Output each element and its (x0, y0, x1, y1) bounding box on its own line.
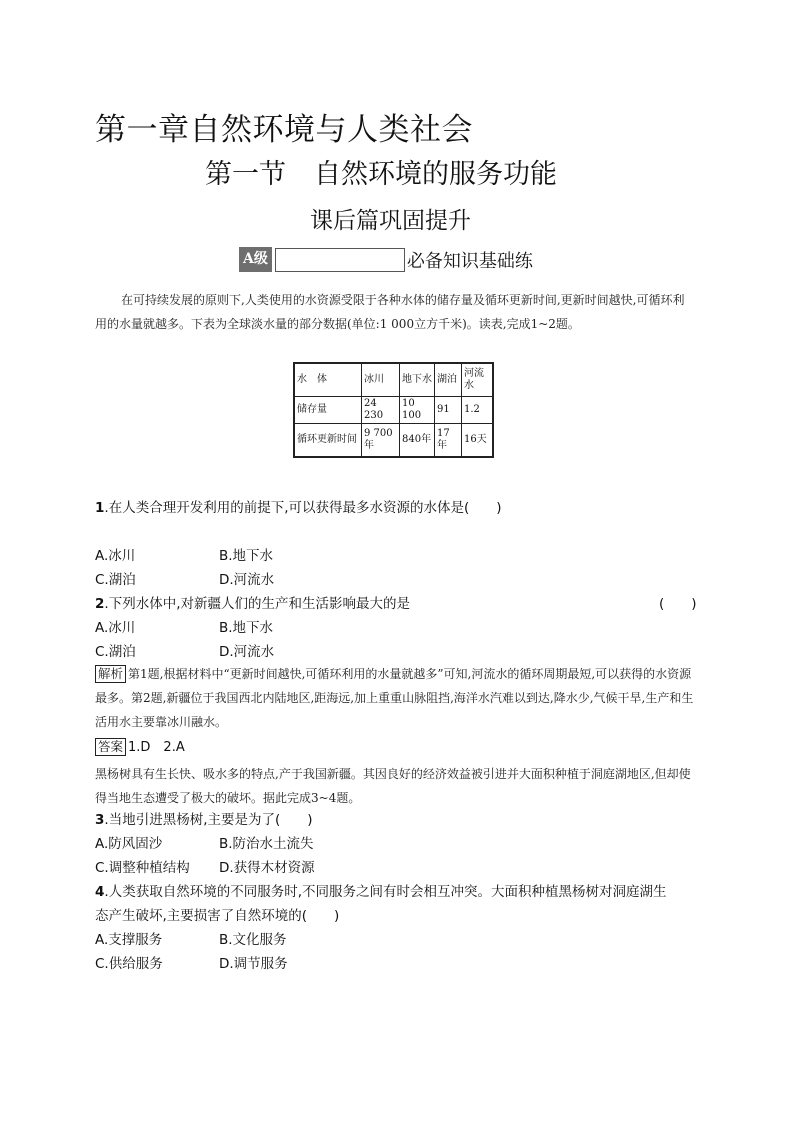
table-cell: 24 230 (362, 397, 400, 424)
question-number: 4 (95, 884, 105, 900)
analysis-text: 第1题,根据材料中“更新时间越快,可循环利用的水量就越多”可知,河流水的循环周期最短,可以获得的水资源最多。第2题,新疆位于我国西北内陆地区,距海远,加上重重山脉阻挡,海洋水汽难以到达,降水少,气候干旱,生产和生活用水主要靠冰川融水。 (95, 667, 694, 729)
question-2 (95, 592, 410, 616)
option-3a: A.防风固沙 (95, 836, 163, 852)
section-name: 自然环境的服务功能 (314, 159, 557, 190)
table-cell: 17年 (435, 424, 462, 458)
section-title (205, 152, 557, 191)
question-number: 3 (95, 812, 105, 828)
level-header (239, 246, 533, 274)
question-text: .当地引进黑杨树,主要是为了( ) (104, 812, 313, 828)
freshwater-table (293, 362, 494, 458)
option-1a: A.冰川 (95, 548, 136, 564)
question-text-line-1: .人类获取自然环境的不同服务时,不同服务之间有时会相互冲突。大面积种植黑杨树对洞庭湖生 (104, 884, 667, 900)
material-intro-1: 在可持续发展的原则下,人类使用的水资源受限于各种水体的储存量及循环更新时间,更新时间越快,可循环利用的水量就越多。下表为全球淡水量的部分数据(单位:1 000立方千米)。读表,完成1~2题。 (95, 293, 685, 331)
question-number: 1 (95, 500, 105, 516)
analysis-block (95, 662, 700, 734)
option-4b: B.文化服务 (219, 932, 287, 948)
option-3b: B.防治水土流失 (219, 836, 314, 852)
chapter-title: 第一章自然环境与人类社会 (95, 112, 473, 148)
answer-text: 1.D 2.A (128, 740, 185, 755)
option-2b: B.地下水 (219, 620, 274, 636)
table-cell: 840年 (400, 424, 435, 458)
level-title: 必备知识基础练 (406, 251, 533, 272)
option-2d: D.河流水 (219, 644, 275, 660)
table-cell: 9 700年 (362, 424, 400, 458)
table-cell: 水 体 (294, 363, 362, 397)
option-1b: B.地下水 (219, 548, 274, 564)
question-3 (95, 808, 313, 832)
option-2a: A.冰川 (95, 620, 136, 636)
section-number: 第一节 (205, 159, 286, 190)
question-4 (95, 880, 667, 904)
option-4c: C.供给服务 (95, 956, 163, 972)
level-blank-box (275, 248, 405, 272)
question-text: .下列水体中,对新疆人们的生产和生活影响最大的是 (104, 596, 410, 612)
option-2c: C.湖泊 (95, 644, 136, 660)
table-cell: 循环更新时间 (294, 424, 362, 458)
table-row (294, 424, 493, 458)
analysis-tag: 解析 (95, 665, 126, 683)
table-cell: 储存量 (294, 397, 362, 424)
answer-block (95, 738, 185, 758)
option-3c: C.调整种植结构 (95, 860, 190, 876)
table-row (294, 397, 493, 424)
question-text: .在人类合理开发利用的前提下,可以获得最多水资源的水体是( ) (104, 500, 502, 516)
question-1 (95, 496, 502, 520)
material-intro-2: 黑杨树具有生长快、吸水多的特点,产于我国新疆。其因良好的经济效益被引进并大面积种植于洞庭湖地区,但却使得当地生态遭受了极大的破坏。据此完成3~4题。 (95, 767, 691, 805)
table-cell: 湖泊 (435, 363, 462, 397)
table-cell: 10 100 (400, 397, 435, 424)
question-number: 2 (95, 596, 105, 612)
option-3d: D.获得木材资源 (219, 860, 315, 876)
level-badge: A级 (239, 247, 272, 272)
table-cell: 地下水 (400, 363, 435, 397)
option-4a: A.支撑服务 (95, 932, 163, 948)
table-cell: 91 (435, 397, 462, 424)
option-1d: D.河流水 (219, 572, 275, 588)
table-cell: 河流水 (462, 363, 494, 397)
table-cell: 冰川 (362, 363, 400, 397)
question-4-line-2: 态产生破坏,主要损害了自然环境的( ) (95, 908, 340, 924)
option-1c: C.湖泊 (95, 572, 136, 588)
post-class-heading: 课后篇巩固提升 (310, 208, 471, 234)
table-row (294, 363, 493, 397)
answer-tag: 答案 (95, 738, 126, 756)
table-cell: 16天 (462, 424, 494, 458)
table-cell: 1.2 (462, 397, 494, 424)
option-4d: D.调节服务 (219, 956, 288, 972)
answer-parenthesis: ( ) (659, 596, 697, 612)
